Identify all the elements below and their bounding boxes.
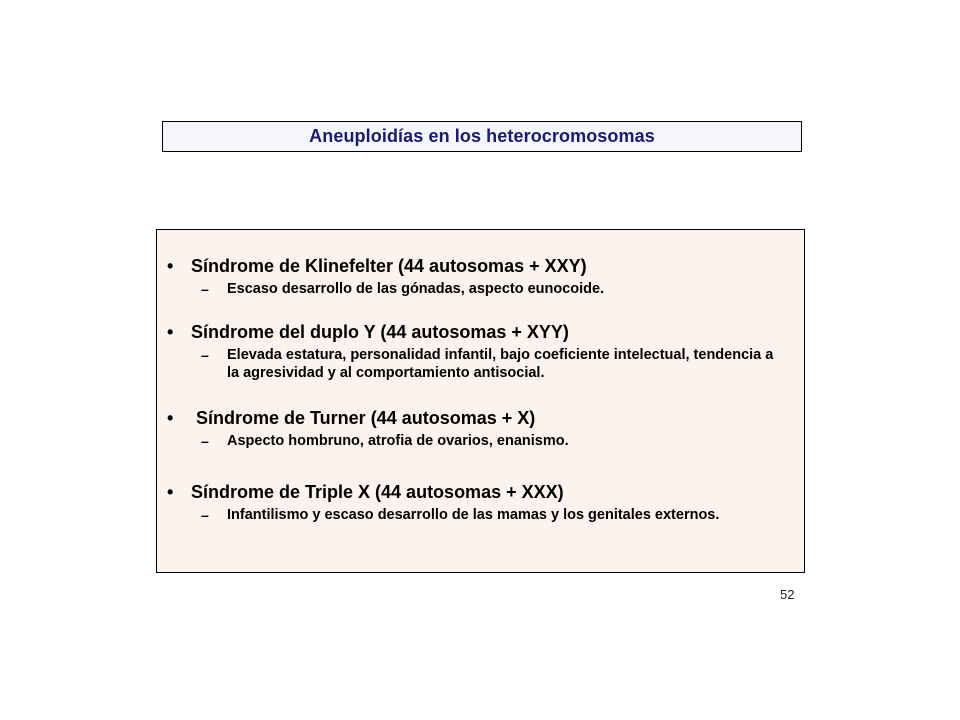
item-detail: Elevada estatura, personalidad infantil, bajo coeficiente intelectual, tendencia a la agresividad y al comportamiento antisocial.	[227, 347, 774, 381]
dash: –	[201, 507, 209, 523]
item-heading: Síndrome de Klinefelter (44 autosomas + XXY)	[191, 256, 587, 276]
item-heading: Síndrome del duplo Y (44 autosomas + XYY)	[191, 322, 569, 342]
bullet: •	[167, 482, 174, 502]
list-item	[165, 256, 795, 298]
dash: –	[201, 281, 209, 297]
content-box	[156, 229, 805, 573]
item-detail: Escaso desarrollo de las gónadas, aspecto eunocoide.	[227, 281, 605, 297]
page-number: 52	[780, 587, 795, 602]
slide-title: Aneuploidías en los heterocromosomas	[309, 126, 655, 146]
item-detail: Infantilismo y escaso desarrollo de las mamas y los genitales externos.	[227, 507, 720, 523]
item-heading: Síndrome de Triple X (44 autosomas + XXX)	[191, 482, 564, 502]
dash: –	[201, 347, 209, 363]
list-item	[165, 482, 795, 524]
bullet: •	[167, 322, 174, 342]
item-detail: Aspecto hombruno, atrofia de ovarios, enanismo.	[227, 433, 569, 449]
list-item	[165, 408, 795, 450]
list-item	[165, 322, 795, 382]
bullet: •	[167, 256, 174, 276]
dash: –	[201, 433, 209, 449]
bullet: •	[167, 408, 174, 428]
item-heading: Síndrome de Turner (44 autosomas + X)	[191, 408, 536, 428]
slide-title-box	[162, 121, 802, 152]
